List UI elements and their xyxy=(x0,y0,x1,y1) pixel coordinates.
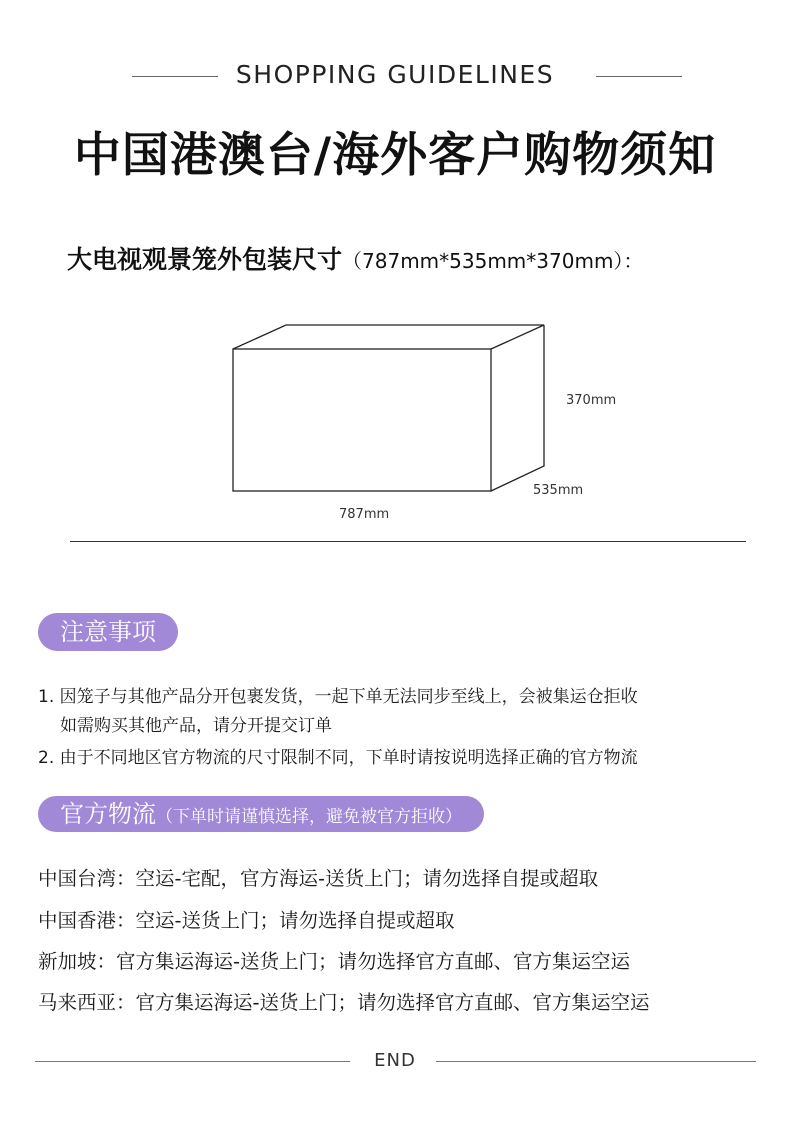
notes-heading: 注意事项 xyxy=(60,618,156,646)
note-item-1: 1. 因笼子与其他产品分开包裹发货，一起下单无法同步至线上，会被集运仓拒收 xyxy=(38,687,638,707)
package-box-diagram xyxy=(0,0,790,560)
shipping-item-malaysia: 马来西亚：官方集运海运-送货上门；请勿选择官方直邮、官方集运空运 xyxy=(38,991,650,1014)
box-top-face xyxy=(233,325,544,349)
footer-end-label: END xyxy=(374,1050,416,1071)
shipping-item-hongkong: 中国香港：空运-送货上门；请勿选择自提或超取 xyxy=(38,909,455,932)
header-en-title: SHOPPING GUIDELINES xyxy=(235,60,555,89)
shipping-item-singapore: 新加坡：官方集运海运-送货上门；请勿选择官方直邮、官方集运空运 xyxy=(38,950,631,973)
box-width-label: 787mm xyxy=(339,507,390,522)
note-item-2: 2. 由于不同地区官方物流的尺寸限制不同，下单时请按说明选择正确的官方物流 xyxy=(38,748,638,768)
box-height-label: 370mm xyxy=(566,393,617,408)
shipping-heading-note: （下单时请谨慎选择，避免被官方拒收） xyxy=(156,807,462,827)
page-title: 中国港澳台/海外客户购物须知 xyxy=(73,128,717,183)
shipping-heading: 官方物流 xyxy=(60,800,156,828)
box-side-face xyxy=(491,325,544,491)
note-item-1-continued: 如需购买其他产品，请分开提交订单 xyxy=(60,716,332,736)
footer-right-rule xyxy=(436,1061,756,1062)
box-front-face xyxy=(233,349,491,491)
box-depth-label: 535mm xyxy=(533,483,584,498)
package-size-title: 大电视观景笼外包装尺寸 xyxy=(67,245,343,274)
package-size-dims: （787mm*535mm*370mm）： xyxy=(342,249,644,273)
section-divider xyxy=(70,541,746,542)
shipping-item-taiwan: 中国台湾：空运-宅配，官方海运-送货上门；请勿选择自提或超取 xyxy=(38,867,599,890)
notes-heading-pill xyxy=(38,613,178,651)
shipping-heading-pill xyxy=(38,796,484,832)
